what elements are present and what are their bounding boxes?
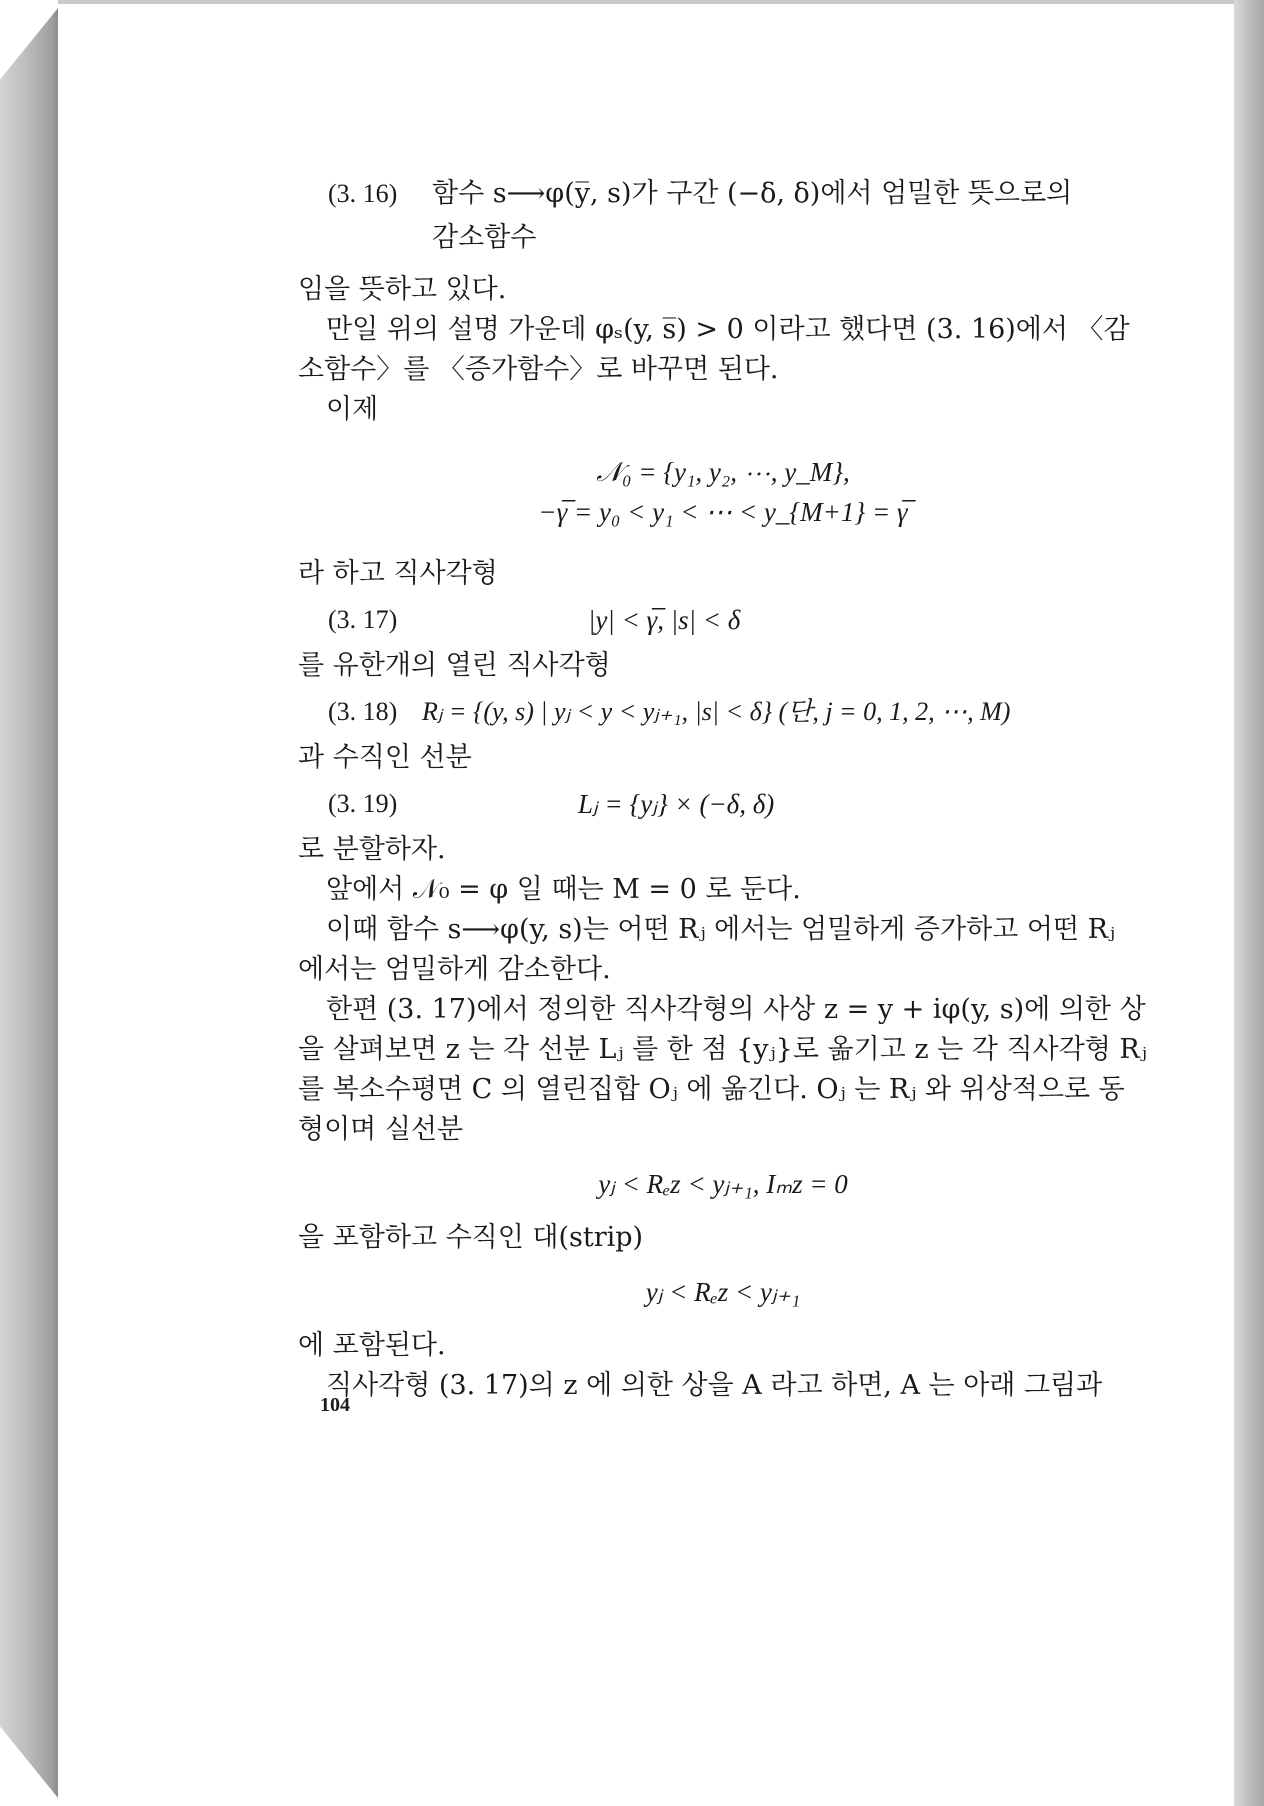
equation-3-18 [298, 686, 1148, 738]
equation-3-19 [298, 778, 1148, 830]
paragraph: 앞에서 𝒩₀ = φ 일 때는 M = 0 로 둔다. [326, 874, 801, 905]
equation-number: (3. 17) [328, 605, 398, 634]
equation-3-17 [298, 594, 1148, 646]
display-equation: 𝒩₀ = {y₁, y₂, ⋯, y_M}, [596, 457, 850, 487]
display-equation: −γ̅ = y₀ < y₁ < ⋯ < y_{M+1} = γ̅ [538, 497, 908, 527]
page-number: 104 [320, 1394, 350, 1416]
book-page [58, 4, 1234, 1800]
equation-body: Rⱼ = {(y, s) | yⱼ < y < yⱼ₊₁, |s| < δ} (단, j = 0, 1, 2, ⋯, M) [422, 697, 1011, 726]
equation-number: (3. 18) [328, 697, 398, 726]
equation-body-line1: 함수 s⟶φ(y̅, s)가 구간 (−δ, δ)에서 엄밀한 뜻으로의 [432, 178, 1073, 209]
paragraph: 이때 함수 s⟶φ(y, s)는 어떤 Rⱼ 에서는 엄밀하게 증가하고 어떤 Rⱼ 에서는 엄밀하게 감소한다. [298, 914, 1116, 985]
page-edge-right [1234, 0, 1264, 1806]
paragraph: 임을 뜻하고 있다. [298, 274, 507, 305]
equation-body: Lⱼ = {yⱼ} × (−δ, δ) [578, 789, 775, 819]
paragraph: 이제 [326, 394, 379, 425]
paragraph: 만일 위의 설명 가운데 φₛ(y, s̅) > 0 이라고 했다면 (3. 16)에서 〈감소함수〉를 〈증가함수〉로 바꾸면 된다. [298, 314, 1130, 385]
paragraph: 를 유한개의 열린 직사각형 [298, 650, 611, 681]
paragraph: 라 하고 직사각형 [298, 558, 498, 589]
paragraph: 로 분할하자. [298, 834, 446, 865]
page-content [298, 174, 1148, 1406]
page-edge-left [0, 8, 58, 1798]
paragraph: 한편 (3. 17)에서 정의한 직사각형의 사상 z = y + iφ(y, s)에 의한 상을 살펴보면 z 는 각 선분 Lⱼ 를 한 점 {yⱼ}로 옮기고 z 는 각 직사각형 Rⱼ 를 복소수평면 C 의 열린집합 Oⱼ 에 옮긴다. Oⱼ 는 Rⱼ 와 위상적으로 동형이며 실선분 [298, 994, 1147, 1145]
paragraph: 과 수직인 선분 [298, 742, 472, 773]
equation-body-line2: 감소함수 [432, 222, 537, 253]
display-equation: yⱼ < Rₑz < yⱼ₊₁ [645, 1277, 801, 1307]
display-equation: yⱼ < Rₑz < yⱼ₊₁, Iₘz = 0 [598, 1169, 848, 1199]
equation-number: (3. 19) [328, 789, 398, 818]
equation-number: (3. 16) [328, 179, 398, 208]
equation-3-16 [298, 174, 1148, 256]
paragraph: 에 포함된다. [298, 1330, 446, 1361]
paragraph: 을 포함하고 수직인 대(strip) [298, 1222, 644, 1253]
equation-body: |y| < γ̅, |s| < δ [588, 605, 741, 635]
paragraph: 직사각형 (3. 17)의 z 에 의한 상을 A 라고 하면, A 는 아래 그림과 [326, 1370, 1103, 1401]
